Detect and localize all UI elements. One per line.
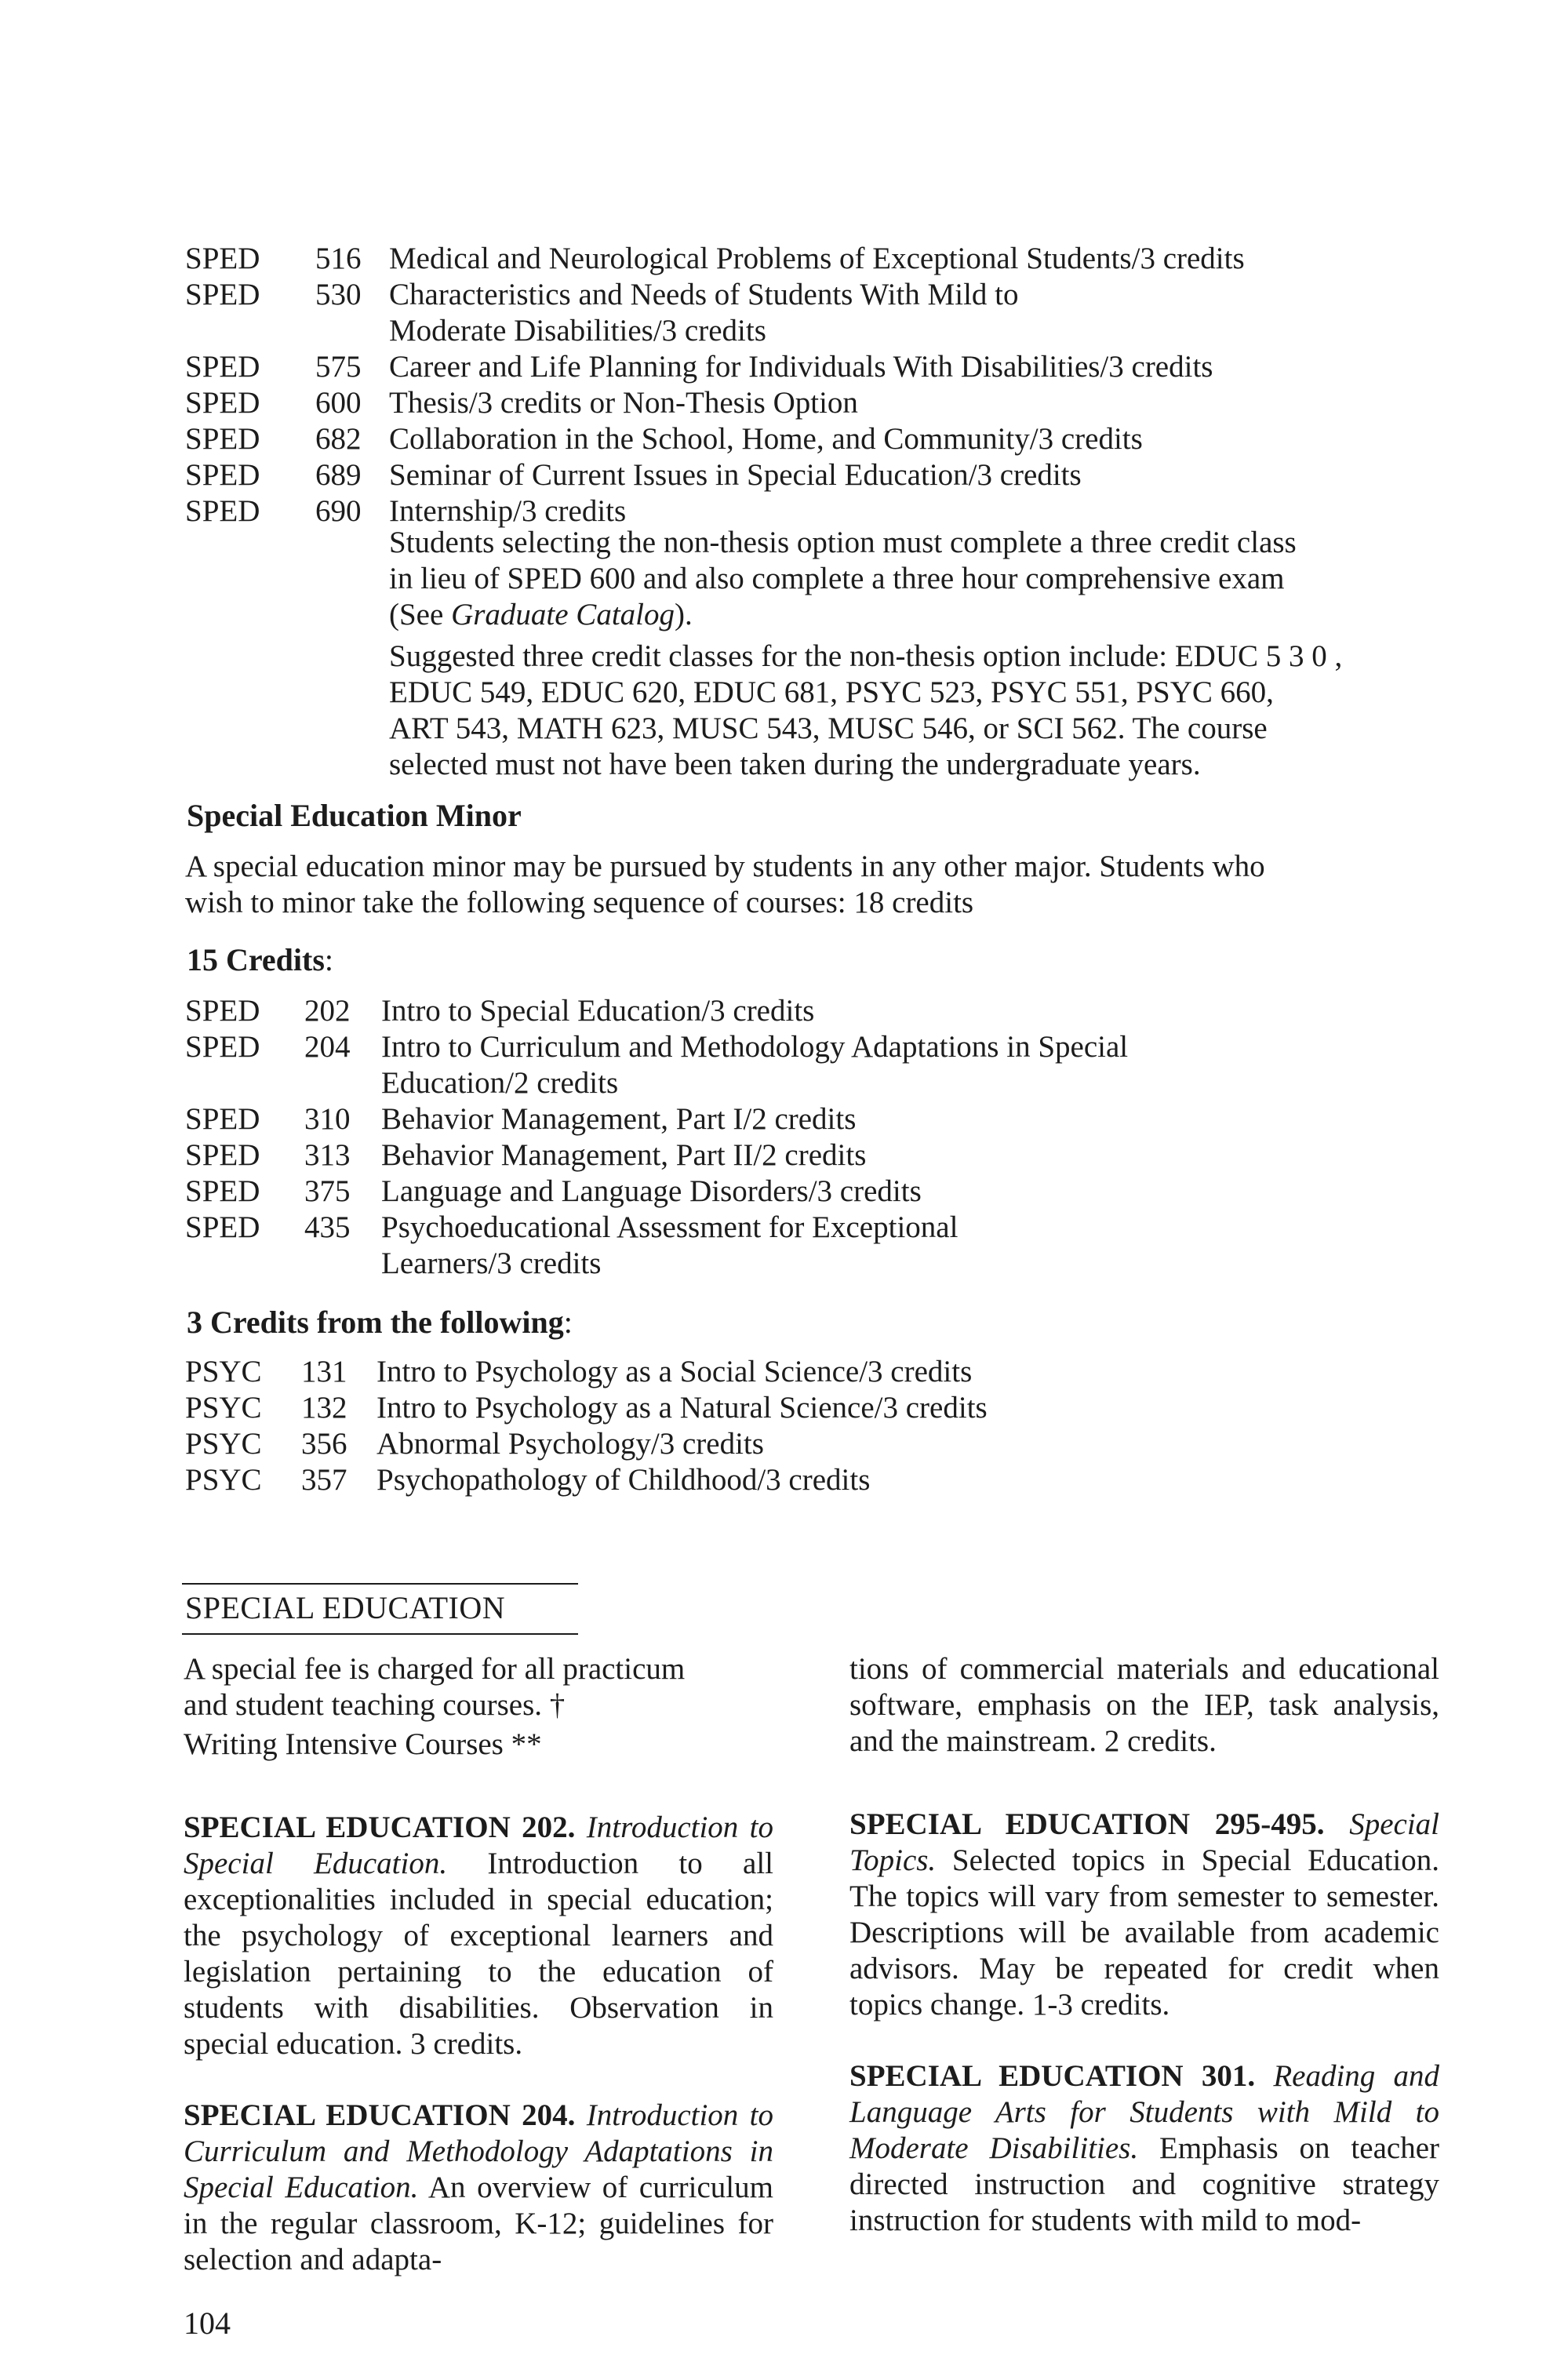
course-dept: SPED	[185, 494, 260, 528]
course-number: 575	[315, 350, 362, 384]
course-title: Abnormal Psychology/3 credits	[376, 1427, 764, 1461]
note-line: Students selecting the non-thesis option must complete a three credit class	[389, 526, 1297, 559]
course-dept: SPED	[185, 242, 260, 275]
course-row	[185, 457, 1456, 493]
course-entry-heading: SPECIAL EDUCATION 204.	[184, 2098, 576, 2132]
course-dept: SPED	[185, 386, 260, 420]
course-row	[185, 1426, 1456, 1462]
course-dept: PSYC	[185, 1391, 262, 1425]
course-title: Psychopathology of Childhood/3 credits	[376, 1463, 871, 1497]
course-title: Behavior Management, Part I/2 credits	[381, 1102, 857, 1136]
course-dept: SPED	[185, 422, 260, 456]
course-dept: SPED	[185, 458, 260, 492]
note-text: ).	[674, 598, 693, 631]
course-title	[381, 1210, 958, 1282]
credits-3-heading	[187, 1304, 573, 1341]
course-dept: SPED	[185, 1138, 260, 1172]
course-entry-body: Selected topics in Special Education. The topics will vary from semester to semester. Descriptions will be available from academic advisors. May be repeated for credit when topics change. 1-3 credits.	[849, 1843, 1440, 2022]
page-number: 104	[184, 2305, 231, 2341]
note-line: in lieu of SPED 600 and also complete a three hour comprehensive exam	[389, 562, 1285, 595]
minor-intro	[185, 849, 1479, 921]
course-number: 313	[304, 1138, 351, 1172]
heading-colon: :	[324, 942, 334, 977]
course-title: Intro to Special Education/3 credits	[381, 994, 815, 1028]
credits-3-label: 3 Credits from the following	[187, 1305, 564, 1340]
course-row	[185, 1462, 1456, 1498]
course-row	[185, 1354, 1456, 1390]
course-title: Career and Life Planning for Individuals With Disabilities/3 credits	[389, 350, 1213, 384]
course-title: Medical and Neurological Problems of Exceptional Students/3 credits	[389, 242, 1245, 275]
course-number: 682	[315, 422, 362, 456]
course-dept: PSYC	[185, 1355, 262, 1388]
course-title-line: Education/2 credits	[381, 1066, 619, 1100]
course-number: 690	[315, 494, 362, 528]
course-number: 131	[301, 1355, 347, 1388]
course-row	[185, 241, 1456, 277]
course-dept: SPED	[185, 1102, 260, 1136]
course-dept: SPED	[185, 1030, 260, 1064]
writing-intensive-note: Writing Intensive Courses **	[184, 1727, 542, 1761]
course-title-line: Characteristics and Needs of Students With Mild to	[389, 278, 1019, 311]
course-row	[185, 1137, 1456, 1174]
course-entry-heading: SPECIAL EDUCATION 202.	[184, 1810, 576, 1844]
note-line: Suggested three credit classes for the non-thesis option include: EDUC 5 3 0 ,	[389, 639, 1343, 673]
descriptions-right-column	[849, 1651, 1439, 2239]
course-title: Collaboration in the School, Home, and Community/3 credits	[389, 422, 1143, 456]
course-row	[185, 349, 1456, 385]
graduate-course-list	[185, 241, 1456, 529]
course-title: Behavior Management, Part II/2 credits	[381, 1138, 867, 1172]
section-rule-top	[182, 1583, 578, 1585]
section-rule-bottom	[182, 1633, 578, 1635]
course-title: Language and Language Disorders/3 credits	[381, 1174, 922, 1208]
note-line: EDUC 549, EDUC 620, EDUC 681, PSYC 523, PSYC 551, PSYC 660,	[389, 675, 1274, 709]
course-entry-title: Reading and Language Arts for Students with Mild to Moderate Disabilities.	[849, 2059, 1440, 2165]
course-title: Intro to Psychology as a Natural Science/3 credits	[376, 1391, 988, 1425]
descriptions-left-column	[184, 1651, 773, 2278]
course-entry-title: Introduction to Special Education.	[184, 1810, 774, 1880]
minor-elective-list	[185, 1354, 1456, 1498]
course-entry-title: Introduction to Curriculum and Methodology Adaptations in Special Education.	[184, 2098, 774, 2204]
course-row	[185, 277, 1456, 349]
course-row	[185, 1174, 1456, 1210]
minor-heading: Special Education Minor	[187, 798, 522, 833]
course-number: 375	[304, 1174, 351, 1208]
heading-colon: :	[563, 1305, 573, 1340]
minor-intro-line: wish to minor take the following sequence of courses: 18 credits	[185, 886, 974, 919]
note-line	[389, 597, 1471, 633]
course-title	[389, 277, 1019, 349]
course-entry-continued: tions of commercial materials and educational software, emphasis on the IEP, task analysis, and the mainstream. 2 credits.	[849, 1652, 1439, 1758]
course-entry-heading: SPECIAL EDUCATION 295-495.	[849, 1807, 1325, 1841]
course-number: 516	[315, 242, 362, 275]
course-entry-title: Special Topics.	[849, 1807, 1439, 1877]
course-entry-heading: SPECIAL EDUCATION 301.	[849, 2059, 1256, 2093]
course-number: 204	[304, 1030, 351, 1064]
fee-note-line: and student teaching courses. †	[184, 1688, 566, 1722]
course-dept: PSYC	[185, 1427, 262, 1461]
course-entry-202	[184, 1810, 773, 2062]
course-dept: SPED	[185, 278, 260, 311]
note-line: selected must not have been taken during the undergraduate years.	[389, 748, 1201, 781]
course-row	[185, 421, 1456, 457]
course-number: 310	[304, 1102, 351, 1136]
course-dept: SPED	[185, 1210, 260, 1244]
course-title-line: Learners/3 credits	[381, 1246, 602, 1280]
credits-15-heading	[187, 941, 333, 978]
course-title-line: Psychoeducational Assessment for Exceptional	[381, 1210, 959, 1244]
minor-required-list	[185, 993, 1456, 1282]
course-row	[185, 993, 1456, 1029]
course-row	[185, 1210, 1456, 1282]
course-number: 357	[301, 1463, 347, 1497]
course-row	[185, 1101, 1456, 1137]
course-number: 132	[301, 1391, 347, 1425]
course-title: Thesis/3 credits or Non-Thesis Option	[389, 386, 858, 420]
course-row	[185, 1029, 1456, 1101]
course-number: 202	[304, 994, 351, 1028]
course-dept: SPED	[185, 1174, 260, 1208]
course-title-line: Intro to Curriculum and Methodology Adaptations in Special	[381, 1030, 1129, 1064]
course-dept: SPED	[185, 994, 260, 1028]
course-entry-295-495	[849, 1807, 1439, 2023]
course-number: 356	[301, 1427, 347, 1461]
course-title-line: Moderate Disabilities/3 credits	[389, 314, 766, 348]
course-number: 435	[304, 1210, 351, 1244]
course-row	[185, 385, 1456, 421]
credits-15-label: 15 Credits	[187, 942, 325, 977]
course-number: 600	[315, 386, 362, 420]
note-text: (See	[389, 598, 452, 631]
course-number: 689	[315, 458, 362, 492]
course-row	[185, 1390, 1456, 1426]
course-title: Seminar of Current Issues in Special Education/3 credits	[389, 458, 1082, 492]
course-dept: SPED	[185, 350, 260, 384]
course-title: Intro to Psychology as a Social Science/3 credits	[376, 1355, 973, 1388]
course-entry-204	[184, 2098, 773, 2278]
course-entry-body: An overview of curriculum in the regular classroom, K-12; guidelines for selection and adapta-	[184, 2171, 773, 2276]
note-line: ART 543, MATH 623, MUSC 543, MUSC 546, or SCI 562. The course	[389, 711, 1268, 745]
minor-intro-line: A special education minor may be pursued by students in any other major. Students who	[185, 850, 1265, 883]
course-title	[381, 1029, 1128, 1101]
course-title: Internship/3 credits	[389, 494, 627, 528]
fee-note	[184, 1651, 773, 1723]
fee-note-line: A special fee is charged for all practicum	[184, 1652, 686, 1686]
course-entry-body: Emphasis on teacher directed instruction and cognitive strategy instruction for students with mild to mod-	[849, 2131, 1439, 2237]
graduate-catalog-reference: Graduate Catalog	[451, 598, 675, 631]
section-title: SPECIAL EDUCATION	[185, 1590, 506, 1625]
course-dept: PSYC	[185, 1463, 262, 1497]
course-entry-301	[849, 2058, 1439, 2239]
non-thesis-note	[389, 525, 1471, 783]
course-entry-body: Introduction to all exceptionalities included in special education; the psychology of exceptional learners and legislation pertaining to the education of students with disabilities. Observation in special education. 3 credits.	[184, 1847, 773, 2061]
course-number: 530	[315, 278, 362, 311]
